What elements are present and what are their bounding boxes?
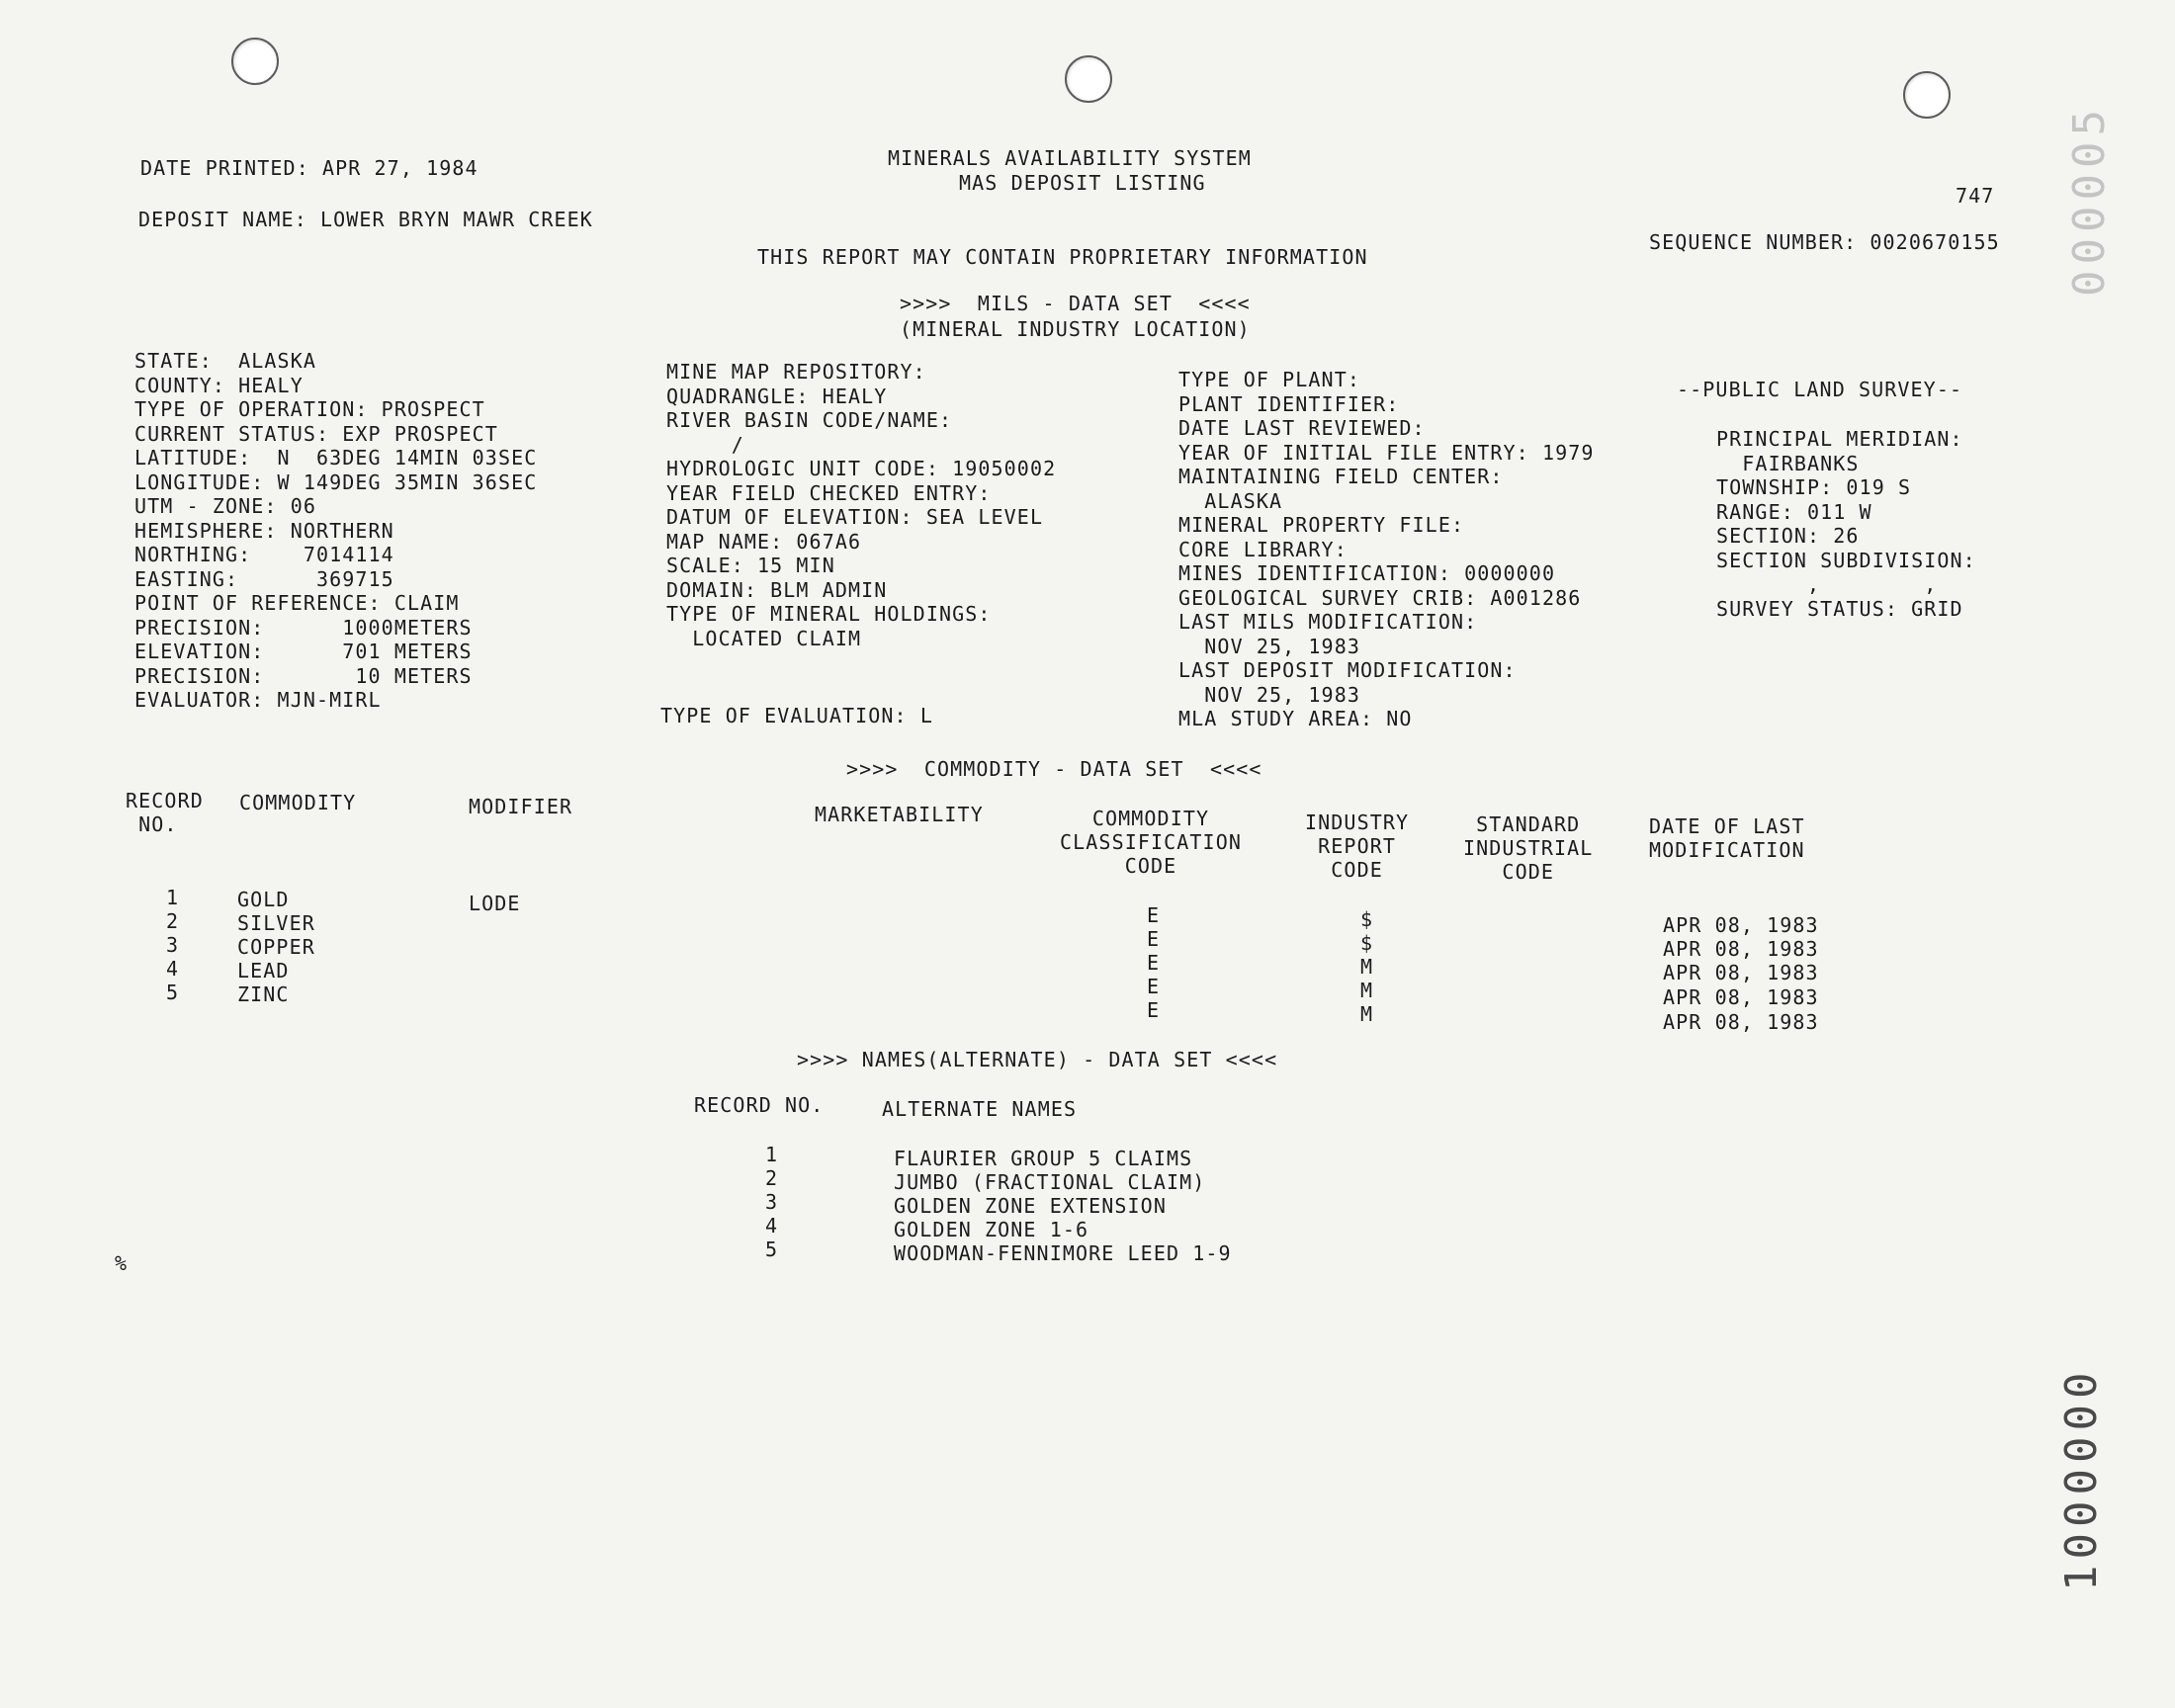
industry-report-code: M xyxy=(1360,955,1374,979)
header-industry-report-code: INDUSTRY REPORT CODE xyxy=(1305,811,1410,882)
name-record-no: 5 xyxy=(765,1238,779,1261)
name-record-no: 4 xyxy=(765,1214,779,1238)
header-date-last-modification: DATE OF LAST MODIFICATION xyxy=(1649,814,1805,862)
mils-line: ALASKA xyxy=(1178,488,1283,513)
mils-line: UTM - ZONE: 06 xyxy=(134,494,316,518)
classification-code: E xyxy=(1147,951,1161,975)
header-record-no: RECORD NO. xyxy=(126,789,204,836)
mils-line: LATITUDE: N 63DEG 14MIN 03SEC xyxy=(134,446,538,470)
mils-line: PRECISION: 10 METERS xyxy=(134,663,473,688)
header-commodity: COMMODITY xyxy=(239,791,357,814)
mils-line: RIVER BASIN CODE/NAME: xyxy=(666,408,953,432)
mils-line: DATE LAST REVIEWED: xyxy=(1178,416,1426,440)
mils-line: LONGITUDE: W 149DEG 35MIN 36SEC xyxy=(134,470,538,494)
mils-column-1 xyxy=(134,349,537,713)
type-of-evaluation: TYPE OF EVALUATION: L xyxy=(660,704,933,727)
commodity-no: 2 xyxy=(166,909,180,933)
commodity-name: SILVER xyxy=(237,911,315,935)
mils-line: EASTING: 369715 xyxy=(134,566,394,591)
system-title: MINERALS AVAILABILITY SYSTEM xyxy=(888,146,1252,170)
date-printed: DATE PRINTED: APR 27, 1984 xyxy=(140,156,478,180)
commodity-date: APR 08, 1983 xyxy=(1663,1010,1819,1034)
commodity-name: LEAD xyxy=(237,959,290,982)
mils-line: ELEVATION: 701 METERS xyxy=(134,640,473,663)
alternate-name: FLAURIER GROUP 5 CLAIMS xyxy=(894,1147,1193,1170)
mils-line: POINT OF REFERENCE: CLAIM xyxy=(134,591,460,615)
top-margin-stamp: 000005 xyxy=(2064,104,2115,297)
punch-hole-left xyxy=(231,38,279,85)
survey-line: TOWNSHIP: 019 S xyxy=(1716,475,1912,499)
listing-title: MAS DEPOSIT LISTING xyxy=(959,171,1206,195)
mils-line: NOV 25, 1983 xyxy=(1178,634,1360,658)
header-marketability: MARKETABILITY xyxy=(815,803,984,826)
mils-line: MAP NAME: 067A6 xyxy=(666,529,862,554)
mils-line: / xyxy=(666,432,744,457)
mils-line: DOMAIN: BLM ADMIN xyxy=(666,577,888,602)
mils-column-3 xyxy=(1178,368,1595,731)
mils-line: LAST DEPOSIT MODIFICATION: xyxy=(1178,658,1517,682)
mils-line: CURRENT STATUS: EXP PROSPECT xyxy=(134,421,498,446)
mils-line: CORE LIBRARY: xyxy=(1178,537,1348,561)
mils-line: LAST MILS MODIFICATION: xyxy=(1178,610,1478,634)
mils-line: SCALE: 15 MIN xyxy=(666,554,835,577)
industry-report-code: M xyxy=(1360,1002,1374,1026)
punch-hole-center xyxy=(1065,55,1112,103)
commodity-no: 1 xyxy=(166,886,180,909)
classification-code: E xyxy=(1147,927,1161,951)
mils-line: STATE: ALASKA xyxy=(134,349,316,373)
survey-line: , , xyxy=(1716,572,1938,596)
mils-subtitle: (MINERAL INDUSTRY LOCATION) xyxy=(900,317,1251,341)
mils-title: >>>> MILS - DATA SET <<<< xyxy=(900,292,1251,315)
mils-line: MINES IDENTIFICATION: 0000000 xyxy=(1178,561,1556,585)
mils-line: MAINTAINING FIELD CENTER: xyxy=(1178,465,1504,488)
mils-line: TYPE OF PLANT: xyxy=(1178,368,1360,391)
name-record-no: 3 xyxy=(765,1190,779,1214)
industry-report-code: M xyxy=(1360,979,1374,1002)
mils-line: QUADRANGLE: HEALY xyxy=(666,384,888,408)
deposit-name: DEPOSIT NAME: LOWER BRYN MAWR CREEK xyxy=(138,208,593,231)
mils-line: PRECISION: 1000METERS xyxy=(134,615,473,640)
public-land-survey-title: --PUBLIC LAND SURVEY-- xyxy=(1677,378,1963,401)
mils-line: HYDROLOGIC UNIT CODE: 19050002 xyxy=(666,457,1057,480)
names-title: >>>> NAMES(ALTERNATE) - DATA SET <<<< xyxy=(797,1048,1278,1071)
public-land-survey xyxy=(1716,427,1976,621)
header-standard-industrial-code: STANDARD INDUSTRIAL CODE xyxy=(1463,812,1594,884)
mils-line: HEMISPHERE: NORTHERN xyxy=(134,518,394,543)
survey-line: SECTION SUBDIVISION: xyxy=(1716,548,1976,572)
commodity-date: APR 08, 1983 xyxy=(1663,961,1819,984)
industry-report-code: $ xyxy=(1360,907,1374,931)
commodity-date: APR 08, 1983 xyxy=(1663,937,1819,961)
commodity-name: GOLD xyxy=(237,888,290,911)
mils-line: TYPE OF OPERATION: PROSPECT xyxy=(134,397,485,421)
mils-line: DATUM OF ELEVATION: SEA LEVEL xyxy=(666,505,1044,529)
alternate-name: JUMBO (FRACTIONAL CLAIM) xyxy=(894,1170,1206,1194)
commodity-no: 5 xyxy=(166,981,180,1004)
commodity-name: COPPER xyxy=(237,935,315,959)
sequence-number: SEQUENCE NUMBER: 0020670155 xyxy=(1649,230,2000,254)
mils-line: MINERAL PROPERTY FILE: xyxy=(1178,513,1465,537)
commodity-name: ZINC xyxy=(237,982,290,1006)
mils-line: GEOLOGICAL SURVEY CRIB: A001286 xyxy=(1178,585,1582,610)
name-record-no: 2 xyxy=(765,1166,779,1190)
mils-line: YEAR OF INITIAL FILE ENTRY: 1979 xyxy=(1178,440,1595,465)
classification-code: E xyxy=(1147,903,1161,927)
survey-line: SECTION: 26 xyxy=(1716,524,1860,548)
mils-line: COUNTY: HEALY xyxy=(134,373,304,397)
proprietary-notice: THIS REPORT MAY CONTAIN PROPRIETARY INFORMATION xyxy=(757,245,1368,269)
survey-line: SURVEY STATUS: GRID xyxy=(1716,596,1963,621)
commodity-title: >>>> COMMODITY - DATA SET <<<< xyxy=(846,757,1262,781)
industry-report-code: $ xyxy=(1360,931,1374,955)
commodity-no: 4 xyxy=(166,957,180,981)
survey-line: FAIRBANKS xyxy=(1716,451,1860,475)
mils-line: LOCATED CLAIM xyxy=(666,626,862,650)
classification-code: E xyxy=(1147,998,1161,1022)
mils-line: YEAR FIELD CHECKED ENTRY: xyxy=(666,480,992,505)
classification-code: E xyxy=(1147,975,1161,998)
header-modifier: MODIFIER xyxy=(469,795,573,818)
commodity-no: 3 xyxy=(166,933,180,957)
percent-mark: % xyxy=(115,1251,129,1275)
mils-line: NOV 25, 1983 xyxy=(1178,682,1360,707)
names-header-names: ALTERNATE NAMES xyxy=(882,1097,1078,1121)
mils-line: PLANT IDENTIFIER: xyxy=(1178,391,1400,416)
punch-hole-right xyxy=(1903,71,1951,119)
alternate-name: GOLDEN ZONE EXTENSION xyxy=(894,1194,1167,1218)
commodity-modifier: LODE xyxy=(469,892,521,915)
mils-line: MLA STUDY AREA: NO xyxy=(1178,707,1413,730)
bottom-margin-stamp: 1000000 xyxy=(2056,1366,2107,1591)
survey-line: RANGE: 011 W xyxy=(1716,499,1872,524)
mils-line: MINE MAP REPOSITORY: xyxy=(666,360,926,384)
mils-line: TYPE OF MINERAL HOLDINGS: xyxy=(666,602,992,626)
name-record-no: 1 xyxy=(765,1143,779,1166)
alternate-name: WOODMAN-FENNIMORE LEED 1-9 xyxy=(894,1241,1232,1265)
commodity-date: APR 08, 1983 xyxy=(1663,913,1819,937)
survey-line: PRINCIPAL MERIDIAN: xyxy=(1716,427,1963,451)
mils-line: EVALUATOR: MJN-MIRL xyxy=(134,688,382,712)
mils-column-2 xyxy=(666,360,1056,650)
mils-line: NORTHING: 7014114 xyxy=(134,543,394,566)
header-classification-code: COMMODITY CLASSIFICATION CODE xyxy=(1060,807,1242,878)
names-header-record: RECORD NO. xyxy=(694,1093,825,1117)
alternate-name: GOLDEN ZONE 1-6 xyxy=(894,1218,1089,1241)
page-number: 747 xyxy=(1956,184,1995,208)
commodity-date: APR 08, 1983 xyxy=(1663,985,1819,1009)
